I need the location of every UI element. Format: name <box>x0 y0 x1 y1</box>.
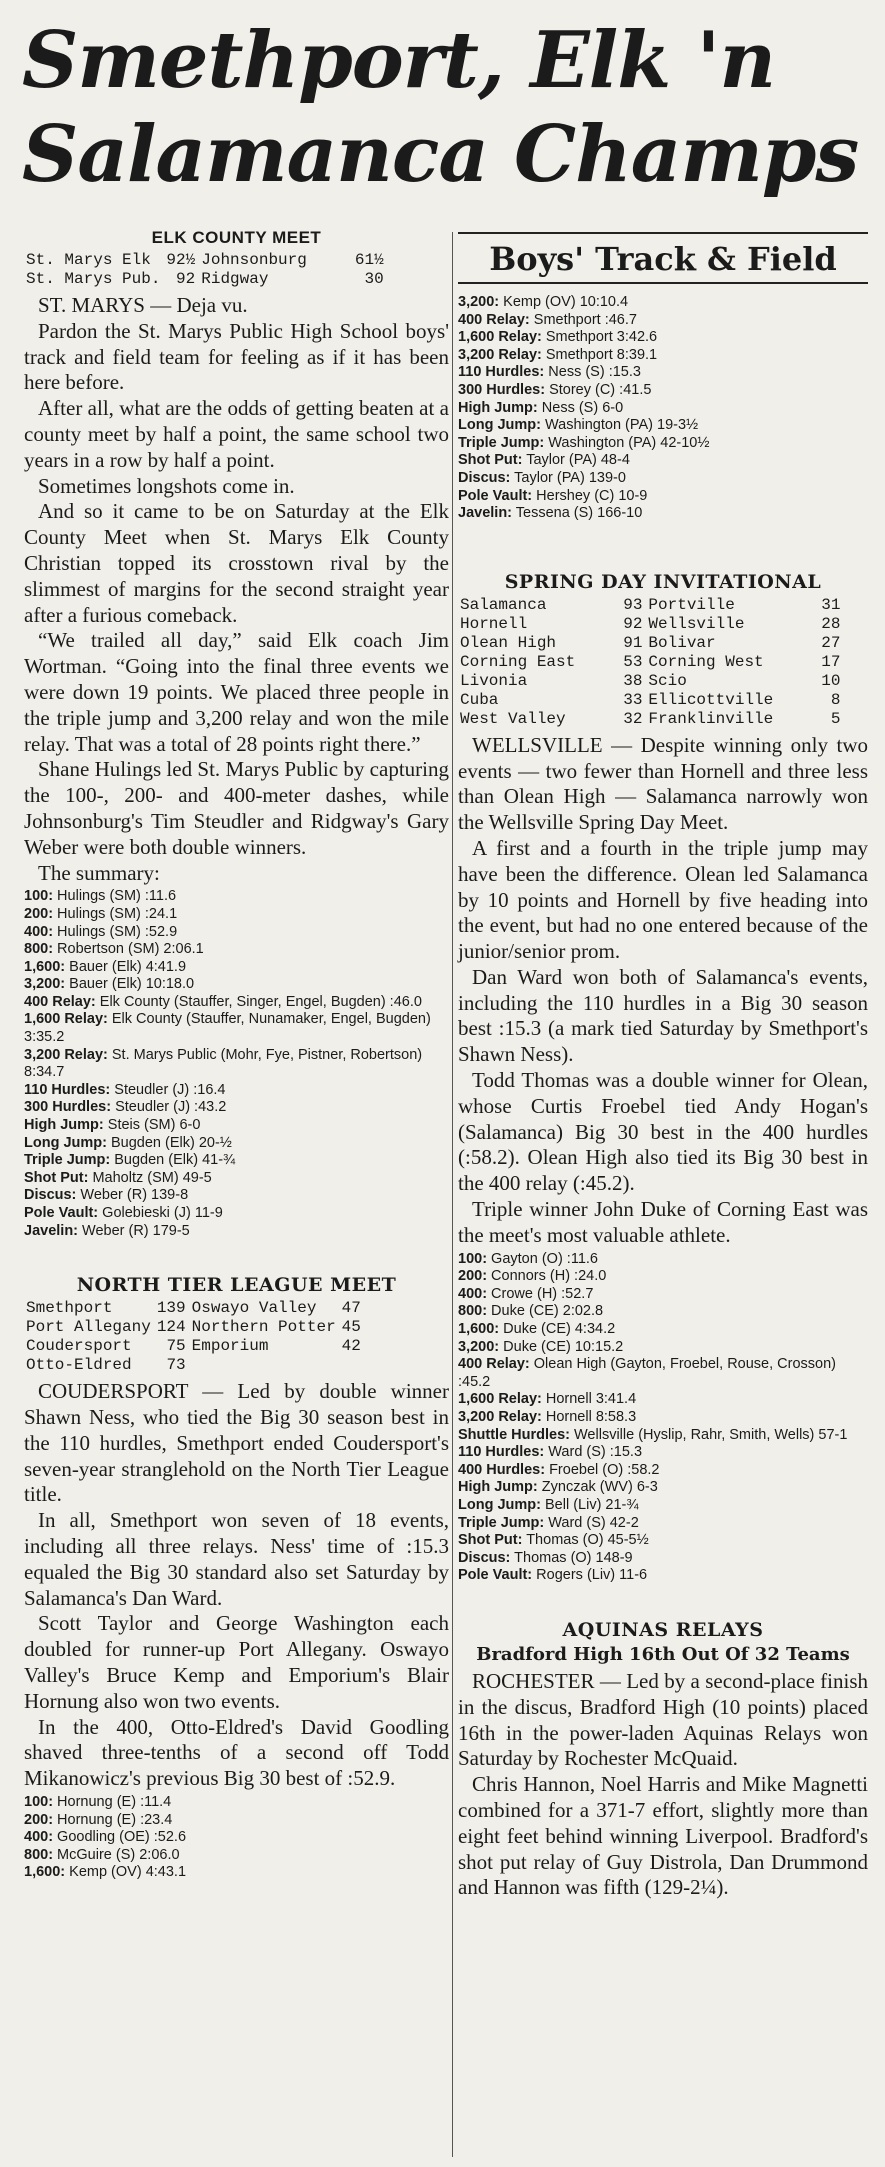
team: Salamanca <box>460 595 547 614</box>
north-tier-standings <box>26 1299 367 1375</box>
result-line: 110 Hurdles: Ness (S) :15.3 <box>458 364 641 381</box>
team: Corning East <box>460 652 576 671</box>
result-line: Triple Jump: Bugden (Elk) 41-¾ <box>24 1152 236 1169</box>
result-line: 1,600: Duke (CE) 4:34.2 <box>458 1321 616 1338</box>
page-headline: Smethport, Elk 'n Salamanca Champs <box>22 15 859 200</box>
result-line: Pole Vault: Golebieski (J) 11-9 <box>24 1205 223 1222</box>
team: Smethport <box>26 1299 113 1318</box>
result-line: Long Jump: Washington (PA) 19-3½ <box>458 417 699 434</box>
paragraph: And so it came to be on Saturday at the Elk County Meet when St. Marys Elk County Christian topped its crosstown rival by the slimmest of margins for the second straight year after a furious comeback. <box>24 499 449 627</box>
result-line: Discus: Taylor (PA) 139-0 <box>458 469 626 486</box>
north-tier-results-left <box>24 1794 449 1882</box>
result-line: 400 Hurdles: Froebel (O) :58.2 <box>458 1461 660 1478</box>
column-divider <box>452 232 453 2157</box>
result-line: Shot Put: Taylor (PA) 48-4 <box>458 452 630 469</box>
result-line: 400: Goodling (OE) :52.6 <box>24 1829 187 1846</box>
paragraph: Pardon the St. Marys Public High School boys' track and field team for feeling as if it has been here before. <box>24 318 449 395</box>
section-banner: Boys' Track & Field <box>458 232 868 284</box>
result-line: Javelin: Tessena (S) 166-10 <box>458 505 643 522</box>
team: Cuba <box>460 690 499 709</box>
points: 45 <box>341 1318 361 1337</box>
points: 5 <box>830 709 841 728</box>
points: 92 <box>176 270 196 288</box>
result-line: Shuttle Hurdles: Wellsville (Hyslip, Rahr, Smith, Wells) 57-1 <box>458 1426 848 1443</box>
spring-day-title: SPRING DAY INVITATIONAL <box>504 570 822 593</box>
points: 10 <box>821 671 841 690</box>
team: Franklinville <box>648 709 774 728</box>
paragraph: ST. MARYS — Deja vu. <box>38 293 248 317</box>
points: 28 <box>821 614 841 633</box>
team: Bolivar <box>648 633 716 652</box>
result-line: 100: Hulings (SM) :11.6 <box>24 888 177 905</box>
paragraph: Shane Hulings led St. Marys Public by capturing the 100-, 200- and 400-meter dashes, while Johnsonburg's Tim Steudler and Ridgway's Gary Weber were both double winners. <box>24 757 449 859</box>
team: Olean High <box>460 633 557 652</box>
paragraph: A first and a fourth in the triple jump may have been the difference. Olean led Salamanca by 10 points and Hornell by five heading into the event, but had no one entered because of the junior/senior prom. <box>458 835 868 964</box>
result-line: 800: Robertson (SM) 2:06.1 <box>24 941 204 958</box>
spring-day-standings <box>460 596 846 729</box>
team: Ridgway <box>201 270 269 288</box>
points: 53 <box>623 652 643 671</box>
aquinas-story <box>458 1669 868 1901</box>
points: 31 <box>821 595 841 614</box>
left-column <box>24 224 449 1886</box>
result-line: 1,600 Relay: Smethport 3:42.6 <box>458 329 658 346</box>
result-line: 400: Hulings (SM) :52.9 <box>24 923 178 940</box>
team: Coudersport <box>26 1337 132 1356</box>
paragraph: WELLSVILLE — Despite winning only two events — two fewer than Hornell and three less than Olean High — Salamanca narrowly won the Wellsville Spring Day Meet. <box>458 732 868 835</box>
standings-row <box>26 1318 367 1337</box>
standings-row <box>26 1356 367 1375</box>
standings-row <box>26 1299 367 1318</box>
team: Portville <box>648 595 735 614</box>
result-line: Discus: Thomas (O) 148-9 <box>458 1549 633 1566</box>
team: Hornell <box>460 614 528 633</box>
paragraph: Sometimes longshots come in. <box>38 473 295 498</box>
team: Scio <box>648 671 687 690</box>
result-line: Discus: Weber (R) 139-8 <box>24 1187 189 1204</box>
team: Port Allegany <box>26 1318 151 1337</box>
team: Emporium <box>191 1337 269 1356</box>
points: 27 <box>821 633 841 652</box>
paragraph: Chris Hannon, Noel Harris and Mike Magnetti combined for a 371-7 effort, slightly more than eight feet behind winning Liverpool. Bradford's shot put relay of Guy Distrola, Dan Drummond and Hannon was fifth (129-2¼). <box>458 1772 868 1900</box>
paragraph: Scott Taylor and George Washington each doubled for runner-up Port Allegany. Oswayo Valley's Bruce Kemp and Emporium's Blair Hornung also won two events. <box>24 1611 449 1713</box>
aquinas-subtitle: Bradford High 16th Out Of 32 Teams <box>476 1643 850 1665</box>
elk-county-results <box>24 888 449 1240</box>
result-line: Pole Vault: Hershey (C) 10-9 <box>458 487 648 504</box>
result-line: 400: Crowe (H) :52.7 <box>458 1285 594 1302</box>
points: 8 <box>830 690 841 709</box>
result-line: Long Jump: Bell (Liv) 21-¾ <box>458 1496 639 1513</box>
right-column <box>458 224 868 1901</box>
result-line: Pole Vault: Rogers (Liv) 11-6 <box>458 1567 648 1584</box>
points: 32 <box>623 709 643 728</box>
team: Otto-Eldred <box>26 1356 132 1375</box>
result-line: 300 Hurdles: Storey (C) :41.5 <box>458 381 652 398</box>
points: 30 <box>364 270 384 288</box>
points: 17 <box>821 652 841 671</box>
result-line: 110 Hurdles: Steudler (J) :16.4 <box>24 1081 226 1098</box>
result-line: 200: Connors (H) :24.0 <box>458 1268 607 1285</box>
standings-row <box>460 653 846 672</box>
team: Wellsville <box>648 614 745 633</box>
standings-row <box>26 1337 367 1356</box>
points: 38 <box>623 671 643 690</box>
result-line: 3,200: Bauer (Elk) 10:18.0 <box>24 976 195 993</box>
result-line: 1,600: Kemp (OV) 4:43.1 <box>24 1864 187 1881</box>
points: 73 <box>166 1356 186 1375</box>
team: Oswayo Valley <box>191 1299 317 1318</box>
points: 61½ <box>354 251 384 269</box>
result-line: 100: Gayton (O) :11.6 <box>458 1250 598 1267</box>
team: West Valley <box>460 709 566 728</box>
elk-county-title: ELK COUNTY MEET <box>151 228 322 247</box>
paragraph: Todd Thomas was a double winner for Olean, whose Curtis Froebel tied Andy Hogan's (Salamanca) Big 30 best in the 400 hurdles (:58.2). Olean High also tied its Big 30 best in the 400 relay (:45.2). <box>458 1068 868 1196</box>
standings-row <box>460 691 846 710</box>
team: Corning West <box>648 652 764 671</box>
result-line: 3,200 Relay: Smethport 8:39.1 <box>458 346 658 363</box>
points: 47 <box>341 1299 361 1318</box>
result-line: Shot Put: Thomas (O) 45-5½ <box>458 1532 649 1549</box>
paragraph: COUDERSPORT — Led by double winner Shawn Ness, who tied the Big 30 season best in the 110 hurdles, Smethport ended Coudersport's seven-year stranglehold on the North Tier League title. <box>24 1379 449 1507</box>
north-tier-story <box>24 1379 449 1792</box>
spring-day-results <box>458 1251 868 1585</box>
points: 91 <box>623 633 643 652</box>
result-line: 400 Relay: Smethport :46.7 <box>458 311 637 328</box>
result-line: 100: Hornung (E) :11.4 <box>24 1793 172 1810</box>
paragraph: ROCHESTER — Led by a second-place finish in the discus, Bradford High (10 points) placed 16th in the power-laden Aquinas Relays won Saturday by Rochester McQuaid. <box>458 1668 868 1771</box>
points: 93 <box>623 595 643 614</box>
paragraph: The summary: <box>38 860 160 885</box>
elk-county-standings <box>26 251 390 289</box>
north-tier-title: NORTH TIER LEAGUE MEET <box>76 1274 397 1297</box>
result-line: 400 Relay: Elk County (Stauffer, Singer, Engel, Bugden) :46.0 <box>24 993 422 1010</box>
north-tier-results-right <box>458 294 868 523</box>
result-line: 400 Relay: Olean High (Gayton, Froebel, Rouse, Crosson) :45.2 <box>458 1356 841 1390</box>
result-line: Triple Jump: Washington (PA) 42-10½ <box>458 434 710 451</box>
points: 75 <box>166 1337 186 1356</box>
result-line: 200: Hulings (SM) :24.1 <box>24 905 178 922</box>
team: St. Marys Elk <box>26 251 151 269</box>
result-line: Shot Put: Maholtz (SM) 49-5 <box>24 1169 212 1186</box>
paragraph: Dan Ward won both of Salamanca's events, including the 110 hurdles in a Big 30 season best :15.3 (a mark tied Saturday by Smethport's Shawn Ness). <box>458 964 868 1067</box>
points: 33 <box>623 690 643 709</box>
paragraph: In the 400, Otto-Eldred's David Goodling shaved three-tenths of a second off Todd Mikanowicz's previous Big 30 best of :52.9. <box>24 1714 449 1791</box>
team: Northern Potter <box>191 1318 336 1337</box>
standings-row <box>460 634 846 653</box>
result-line: 800: McGuire (S) 2:06.0 <box>24 1846 180 1863</box>
result-line: 3,200 Relay: St. Marys Public (Mohr, Fye, Pistner, Robertson) 8:34.7 <box>24 1046 427 1081</box>
team: Johnsonburg <box>201 251 307 269</box>
standings-row <box>26 251 390 270</box>
elk-county-story <box>24 293 449 886</box>
points: 124 <box>156 1318 186 1337</box>
points: 92 <box>623 614 643 633</box>
standings-row <box>460 615 846 634</box>
result-line: 1,600: Bauer (Elk) 4:41.9 <box>24 958 187 975</box>
result-line: High Jump: Zynczak (WV) 6-3 <box>458 1479 658 1496</box>
paragraph: After all, what are the odds of getting beaten at a county meet by half a point, the same school two years in a row by half a point. <box>24 396 449 472</box>
result-line: 200: Hornung (E) :23.4 <box>24 1811 173 1828</box>
result-line: 110 Hurdles: Ward (S) :15.3 <box>458 1444 643 1461</box>
standings-row <box>26 270 390 289</box>
result-line: 3,200: Duke (CE) 10:15.2 <box>458 1338 624 1355</box>
result-line: 800: Duke (CE) 2:02.8 <box>458 1303 604 1320</box>
points: 92½ <box>166 251 196 269</box>
paragraph: “We trailed all day,” said Elk coach Jim Wortman. “Going into the final three events we were down 19 points. We placed three people in the triple jump and 3,200 relay and won the mile relay. That was a total of 28 points right there.” <box>24 628 449 756</box>
result-line: High Jump: Steis (SM) 6-0 <box>24 1117 201 1134</box>
team: Ellicottville <box>648 690 774 709</box>
result-line: 300 Hurdles: Steudler (J) :43.2 <box>24 1099 227 1116</box>
result-line: Javelin: Weber (R) 179-5 <box>24 1222 190 1239</box>
standings-row <box>460 710 846 729</box>
team: Livonia <box>460 671 528 690</box>
result-line: 1,600 Relay: Hornell 3:41.4 <box>458 1391 637 1408</box>
points: 42 <box>341 1337 361 1356</box>
result-line: 1,600 Relay: Elk County (Stauffer, Nunamaker, Engel, Bugden) 3:35.2 <box>24 1011 435 1046</box>
result-line: Long Jump: Bugden (Elk) 20-½ <box>24 1134 232 1151</box>
result-line: Triple Jump: Ward (S) 42-2 <box>458 1514 639 1531</box>
result-line: 3,200 Relay: Hornell 8:58.3 <box>458 1409 637 1425</box>
standings-row <box>460 672 846 691</box>
team: St. Marys Pub. <box>26 270 161 288</box>
result-line: High Jump: Ness (S) 6-0 <box>458 399 624 416</box>
standings-row <box>460 596 846 615</box>
result-line: 3,200: Kemp (OV) 10:10.4 <box>458 294 629 310</box>
aquinas-title: AQUINAS RELAYS <box>562 1618 764 1641</box>
points: 139 <box>156 1299 186 1318</box>
spring-day-story <box>458 733 868 1249</box>
paragraph: Triple winner John Duke of Corning East was the meet's most valuable athlete. <box>458 1197 868 1247</box>
paragraph: In all, Smethport won seven of 18 events, including all three relays. Ness' time of :15.3 equaled the Big 30 standard also set Saturday by Salamanca's Dan Ward. <box>24 1508 449 1610</box>
